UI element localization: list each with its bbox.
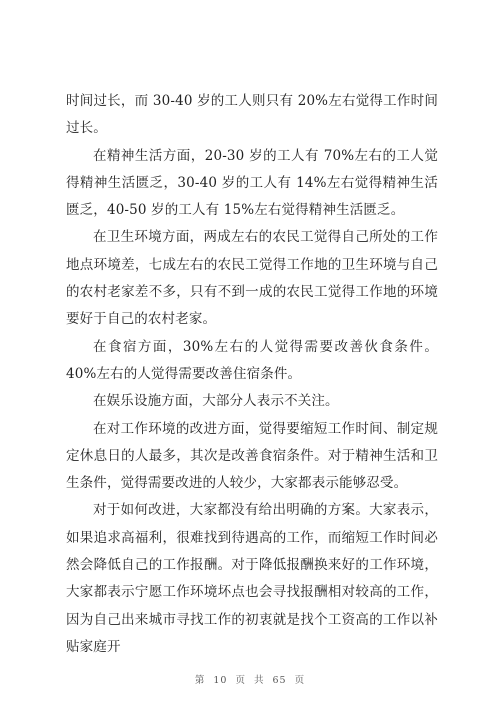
footer-di: 第 [194, 675, 206, 686]
footer-total-pages: 65 [272, 675, 287, 686]
document-body [66, 88, 438, 661]
paragraph-continuation: 时间过长，而 30-40 岁的工人则只有 20%左右觉得工作时间过长。 [66, 93, 438, 137]
page-footer [0, 672, 500, 686]
footer-current-page: 10 [213, 675, 228, 686]
paragraph-spiritual-life: 在精神生活方面，20-30 岁的工人有 70%左右的工人觉得精神生活匮乏，30-40 岁的工人有 14%左右觉得精神生活匮乏，40-50 岁的工人有 15%左右觉得精神生活匮乏。 [66, 147, 438, 219]
paragraph-sanitation: 在卫生环境方面，两成左右的农民工觉得自己所处的工作地点环境差，七成左右的农民工觉得工作地的卫生环境与自己的农村老家差不多，只有不到一成的农民工觉得工作地的环境要好于自己的农村老家。 [66, 229, 438, 328]
paragraph-improvement: 在对工作环境的改进方面，觉得要缩短工作时间、制定规定休息日的人最多，其次是改善食宿条件。对于精神生活和卫生条件，觉得需要改进的人较少，大家都表示能够忍受。 [66, 420, 438, 492]
footer-gong: 共 [254, 675, 265, 686]
footer-page-word: 页 [235, 675, 246, 686]
paragraph-food-lodging: 在食宿方面，30%左右的人觉得需要改善伙食条件。40%左右的人觉得需要改善住宿条件。 [66, 338, 438, 382]
paragraph-entertainment: 在娱乐设施方面，大部分人表示不关注。 [93, 393, 339, 410]
paragraph-how-to-improve: 对于如何改进，大家都没有给出明确的方案。大家表示，如果追求高福利，很难找到待遇高的工作，而缩短工作时间必然会降低自己的工作报酬。对于降低报酬换来好的工作环境，大家都表示宁愿工作环境坏点也会寻找报酬相对较高的工作，因为自己出来城市寻找工作的初衷就是找个工资高的工作以补贴家庭开 [66, 502, 438, 655]
footer-page-word-2: 页 [294, 675, 306, 686]
